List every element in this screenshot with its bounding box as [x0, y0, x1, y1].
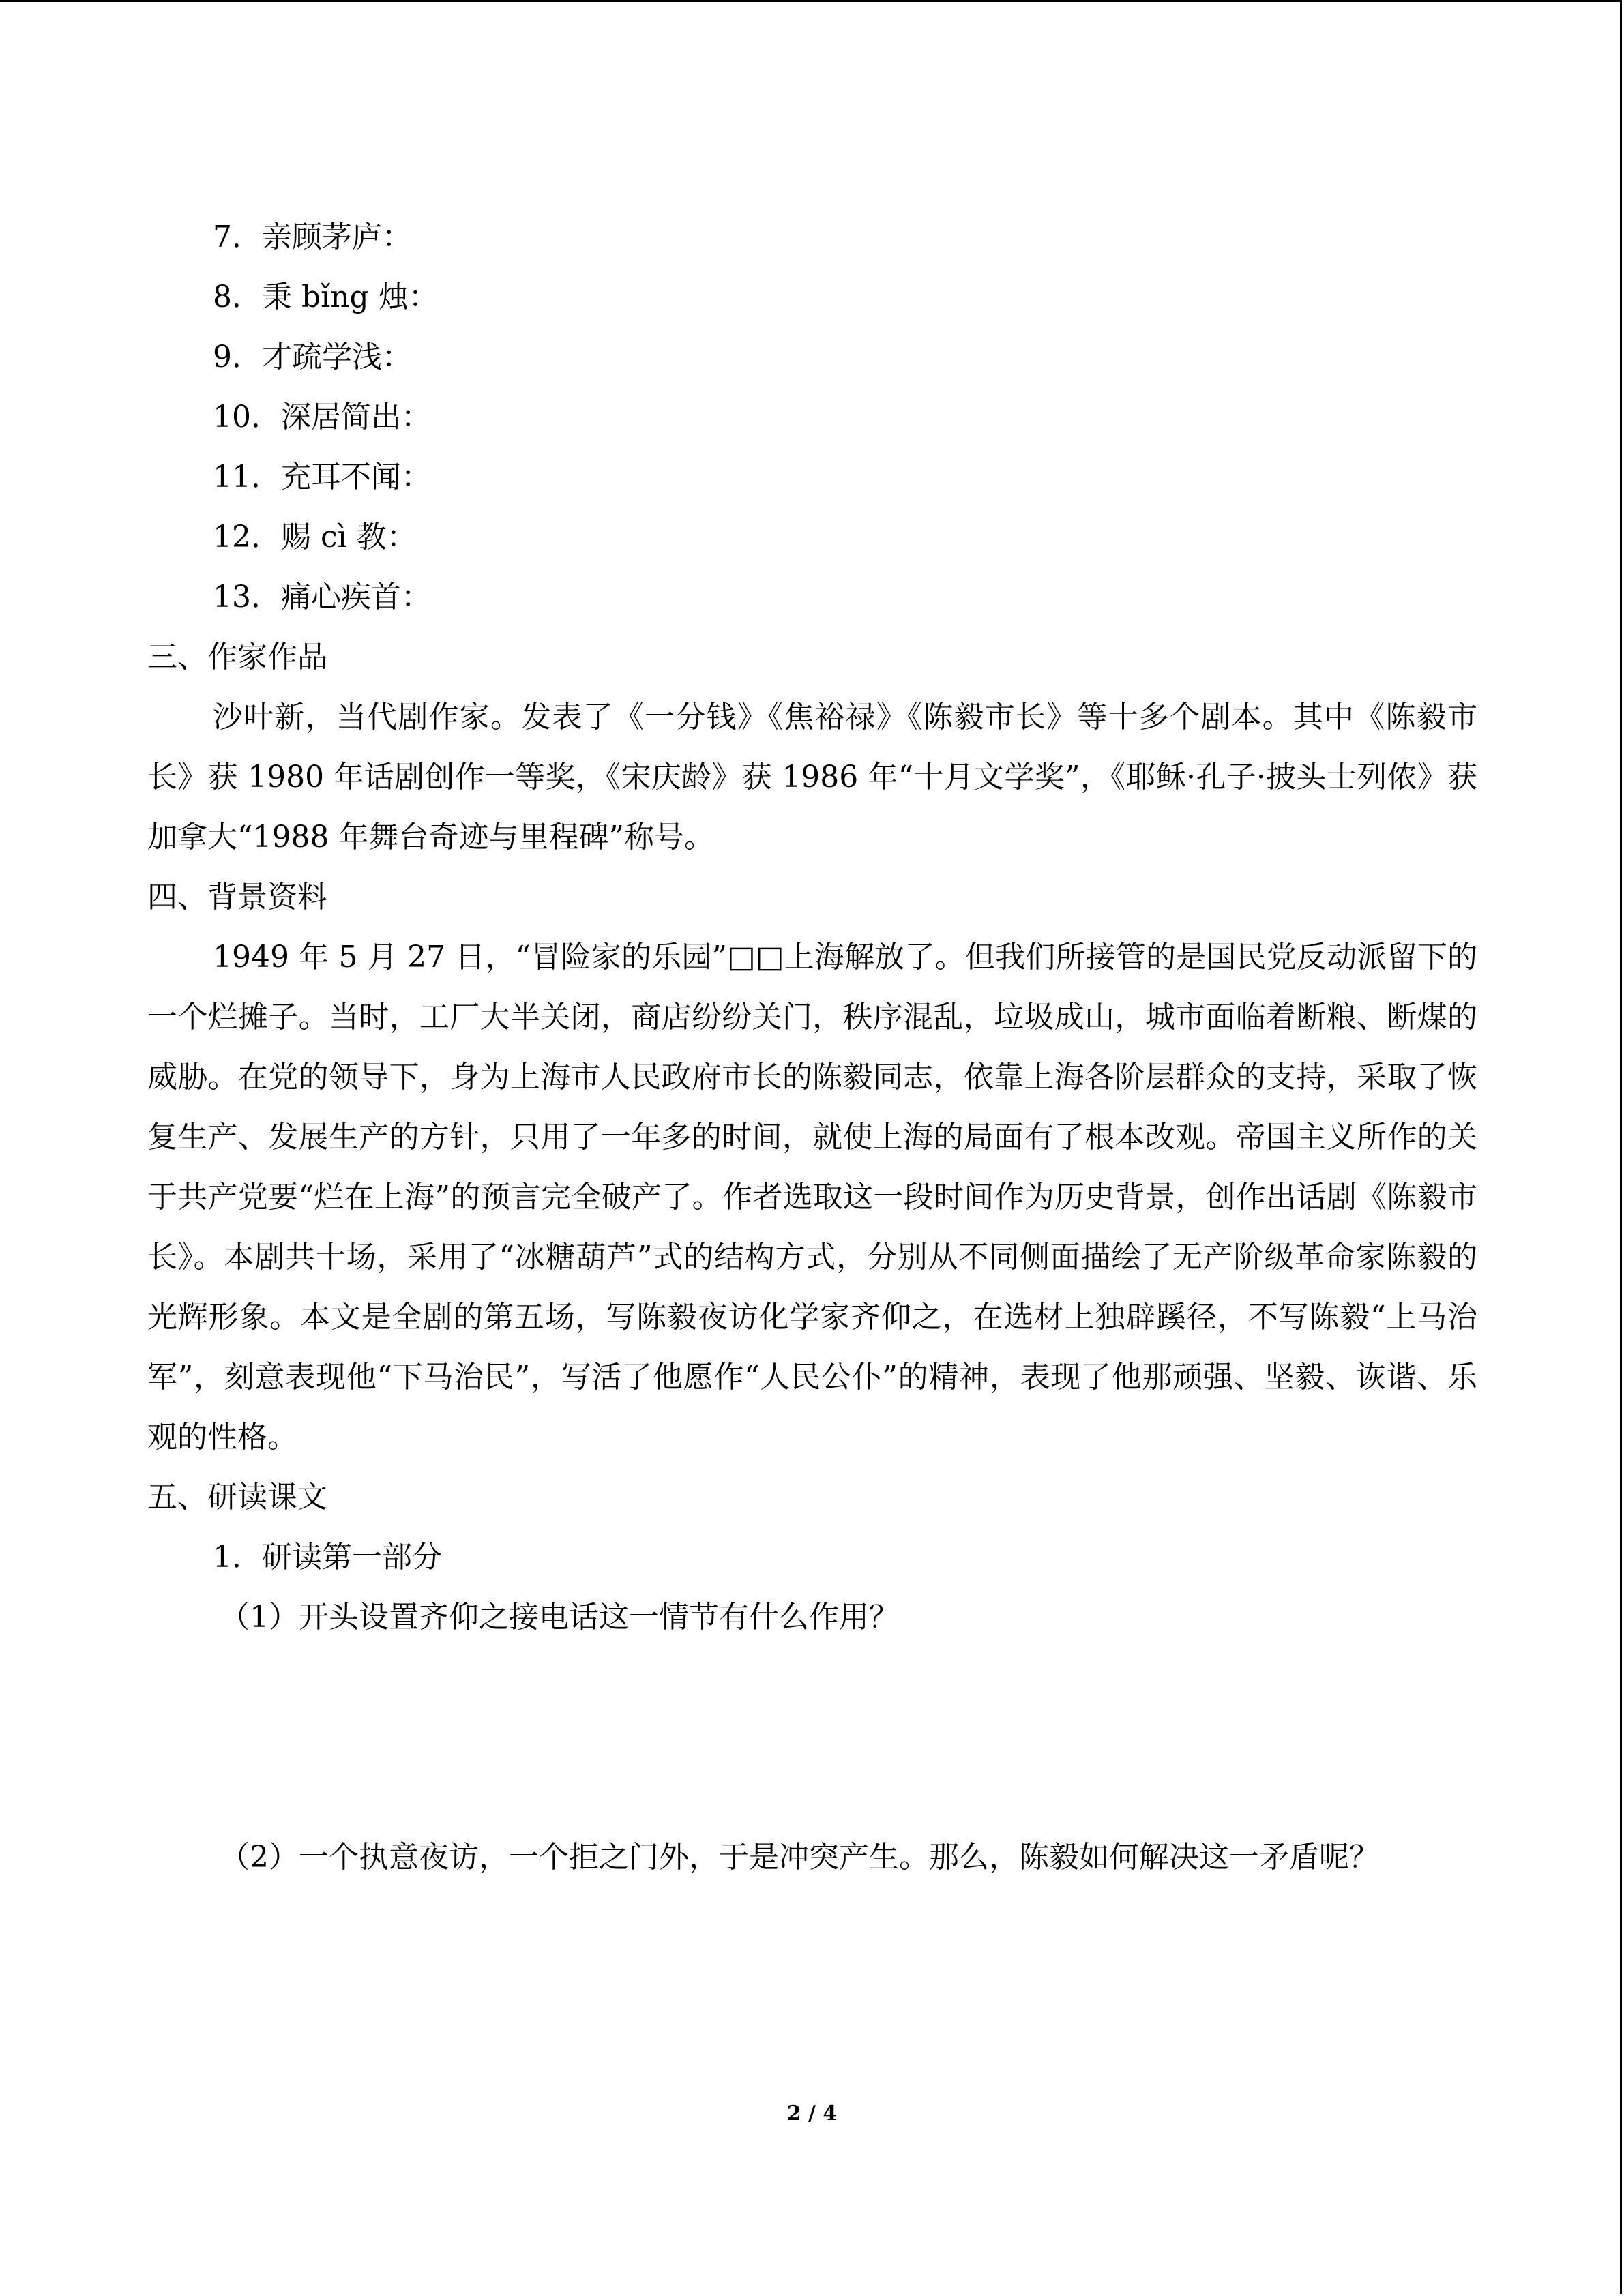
section-heading-background: 四、背景资料 [147, 880, 327, 914]
page-number: 2 / 4 [786, 2102, 838, 2126]
vocab-item: 7．亲顾茅庐： [213, 220, 412, 254]
vocab-item: 11．充耳不闻： [213, 460, 431, 494]
section-heading-study: 五、研读课文 [147, 1480, 327, 1515]
question-1: （1）开头设置齐仰之接电话这一情节有什么作用？ [220, 1600, 899, 1635]
answer-space [147, 1648, 1477, 1828]
vocab-item: 12．赐 cì 教： [213, 520, 417, 554]
vocab-item: 8．秉 bǐng 烛： [213, 280, 439, 314]
study-part-title: 1．研读第一部分 [213, 1540, 442, 1575]
vocab-item: 9．才疏学浅： [213, 340, 412, 374]
question-2: （2）一个执意夜访，一个拒之门外，于是冲突产生。那么，陈毅如何解决这一矛盾呢？ [220, 1840, 1379, 1875]
vocab-item: 10．深居简出： [213, 400, 431, 434]
document-body [147, 207, 1477, 1888]
background-paragraph: 1949 年 5 月 27 日，“冒险家的乐园”□□上海解放了。但我们所接管的是国民党反动派留下的一个烂摊子。当时，工厂大半关闭，商店纷纷关门，秩序混乱，垃圾成山，城市面临着断粮、断煤的威胁。在党的领导下，身为上海市人民政府市长的陈毅同志，依靠上海各阶层群众的支持，采取了恢复生产、发展生产的方针，只用了一年多的时间，就使上海的局面有了根本改观。帝国主义所作的关于共产党要“烂在上海”的预言完全破产了。作者选取这一段时间作为历史背景，创作出话剧《陈毅市长》。本剧共十场，采用了“冰糖葫芦”式的结构方式，分别从不同侧面描绘了无产阶级革命家陈毅的光辉形象。本文是全剧的第五场，写陈毅夜访化学家齐仰之，在选材上独辟蹊径，不写陈毅“上马治军”，刻意表现他“下马治民”，写活了他愿作“人民公仆”的精神，表现了他那顽强、坚毅、诙谐、乐观的性格。 [147, 940, 1477, 1455]
author-paragraph: 沙叶新，当代剧作家。发表了《一分钱》《焦裕禄》《陈毅市长》等十多个剧本。其中《陈毅市长》获 1980 年话剧创作一等奖，《宋庆龄》获 1986 年“十月文学奖”，《耶稣·孔子·披头士列侬》获加拿大“1988 年舞台奇迹与里程碑”称号。 [147, 700, 1477, 854]
section-heading-author: 三、作家作品 [147, 640, 327, 674]
vocab-item: 13．痛心疾首： [213, 580, 431, 614]
